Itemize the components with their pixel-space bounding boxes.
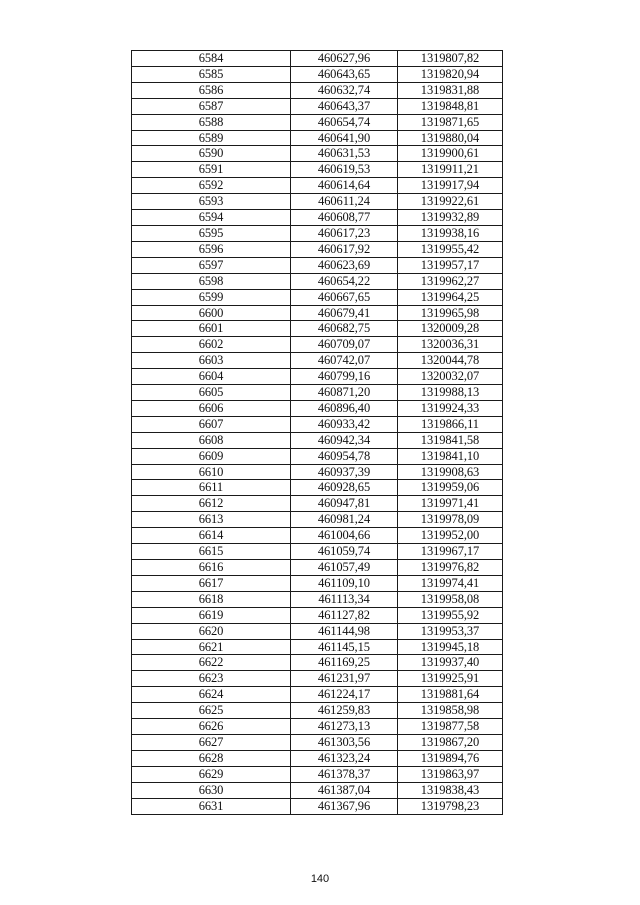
y-coordinate-cell: 1319798,23 <box>398 798 503 814</box>
point-number-cell: 6600 <box>132 305 291 321</box>
point-number-cell: 6604 <box>132 369 291 385</box>
point-number-cell: 6626 <box>132 719 291 735</box>
point-number-cell: 6609 <box>132 448 291 464</box>
x-coordinate-cell: 460617,23 <box>291 225 398 241</box>
y-coordinate-cell: 1319841,58 <box>398 432 503 448</box>
point-number-cell: 6599 <box>132 289 291 305</box>
y-coordinate-cell: 1319880,04 <box>398 130 503 146</box>
point-number-cell: 6612 <box>132 496 291 512</box>
y-coordinate-cell: 1319978,09 <box>398 512 503 528</box>
point-number-cell: 6623 <box>132 671 291 687</box>
table-row <box>132 432 503 448</box>
table-row <box>132 369 503 385</box>
point-number-cell: 6601 <box>132 321 291 337</box>
point-number-cell: 6590 <box>132 146 291 162</box>
y-coordinate-cell: 1319922,61 <box>398 194 503 210</box>
point-number-cell: 6607 <box>132 416 291 432</box>
x-coordinate-cell: 461169,25 <box>291 655 398 671</box>
y-coordinate-cell: 1319938,16 <box>398 225 503 241</box>
y-coordinate-cell: 1319958,08 <box>398 591 503 607</box>
x-coordinate-cell: 461231,97 <box>291 671 398 687</box>
coordinates-table-body <box>132 51 503 815</box>
table-row <box>132 798 503 814</box>
table-row <box>132 178 503 194</box>
point-number-cell: 6602 <box>132 337 291 353</box>
point-number-cell: 6624 <box>132 687 291 703</box>
y-coordinate-cell: 1319866,11 <box>398 416 503 432</box>
y-coordinate-cell: 1320044,78 <box>398 353 503 369</box>
point-number-cell: 6595 <box>132 225 291 241</box>
point-number-cell: 6608 <box>132 432 291 448</box>
y-coordinate-cell: 1319807,82 <box>398 51 503 67</box>
y-coordinate-cell: 1319858,98 <box>398 703 503 719</box>
x-coordinate-cell: 460928,65 <box>291 480 398 496</box>
y-coordinate-cell: 1319881,64 <box>398 687 503 703</box>
table-row <box>132 273 503 289</box>
point-number-cell: 6605 <box>132 385 291 401</box>
x-coordinate-cell: 460981,24 <box>291 512 398 528</box>
x-coordinate-cell: 460641,90 <box>291 130 398 146</box>
y-coordinate-cell: 1319965,98 <box>398 305 503 321</box>
y-coordinate-cell: 1319831,88 <box>398 82 503 98</box>
table-row <box>132 66 503 82</box>
y-coordinate-cell: 1320036,31 <box>398 337 503 353</box>
y-coordinate-cell: 1319871,65 <box>398 114 503 130</box>
y-coordinate-cell: 1319988,13 <box>398 385 503 401</box>
x-coordinate-cell: 461323,24 <box>291 750 398 766</box>
table-row <box>132 719 503 735</box>
table-row <box>132 162 503 178</box>
x-coordinate-cell: 460709,07 <box>291 337 398 353</box>
point-number-cell: 6615 <box>132 544 291 560</box>
x-coordinate-cell: 460623,69 <box>291 257 398 273</box>
y-coordinate-cell: 1319971,41 <box>398 496 503 512</box>
x-coordinate-cell: 460614,64 <box>291 178 398 194</box>
point-number-cell: 6606 <box>132 400 291 416</box>
table-row <box>132 671 503 687</box>
x-coordinate-cell: 461387,04 <box>291 782 398 798</box>
point-number-cell: 6625 <box>132 703 291 719</box>
point-number-cell: 6616 <box>132 560 291 576</box>
x-coordinate-cell: 460619,53 <box>291 162 398 178</box>
x-coordinate-cell: 460933,42 <box>291 416 398 432</box>
y-coordinate-cell: 1319863,97 <box>398 766 503 782</box>
point-number-cell: 6614 <box>132 528 291 544</box>
y-coordinate-cell: 1319838,43 <box>398 782 503 798</box>
table-row <box>132 623 503 639</box>
table-row <box>132 130 503 146</box>
x-coordinate-cell: 461273,13 <box>291 719 398 735</box>
point-number-cell: 6628 <box>132 750 291 766</box>
x-coordinate-cell: 461109,10 <box>291 575 398 591</box>
y-coordinate-cell: 1319841,10 <box>398 448 503 464</box>
point-number-cell: 6611 <box>132 480 291 496</box>
point-number-cell: 6622 <box>132 655 291 671</box>
y-coordinate-cell: 1319848,81 <box>398 98 503 114</box>
x-coordinate-cell: 460608,77 <box>291 210 398 226</box>
table-row <box>132 464 503 480</box>
x-coordinate-cell: 460632,74 <box>291 82 398 98</box>
table-row <box>132 687 503 703</box>
table-row <box>132 560 503 576</box>
y-coordinate-cell: 1319908,63 <box>398 464 503 480</box>
table-row <box>132 766 503 782</box>
point-number-cell: 6613 <box>132 512 291 528</box>
table-row <box>132 98 503 114</box>
table-row <box>132 544 503 560</box>
table-row <box>132 305 503 321</box>
point-number-cell: 6591 <box>132 162 291 178</box>
point-number-cell: 6617 <box>132 575 291 591</box>
point-number-cell: 6621 <box>132 639 291 655</box>
point-number-cell: 6627 <box>132 734 291 750</box>
y-coordinate-cell: 1319932,89 <box>398 210 503 226</box>
point-number-cell: 6597 <box>132 257 291 273</box>
x-coordinate-cell: 460631,53 <box>291 146 398 162</box>
x-coordinate-cell: 460742,07 <box>291 353 398 369</box>
table-row <box>132 82 503 98</box>
table-row <box>132 416 503 432</box>
x-coordinate-cell: 460643,65 <box>291 66 398 82</box>
table-row <box>132 734 503 750</box>
y-coordinate-cell: 1320009,28 <box>398 321 503 337</box>
table-row <box>132 655 503 671</box>
x-coordinate-cell: 461127,82 <box>291 607 398 623</box>
x-coordinate-cell: 460643,37 <box>291 98 398 114</box>
x-coordinate-cell: 460654,22 <box>291 273 398 289</box>
x-coordinate-cell: 461144,98 <box>291 623 398 639</box>
y-coordinate-cell: 1319955,42 <box>398 241 503 257</box>
table-row <box>132 607 503 623</box>
point-number-cell: 6584 <box>132 51 291 67</box>
point-number-cell: 6593 <box>132 194 291 210</box>
point-number-cell: 6618 <box>132 591 291 607</box>
point-number-cell: 6587 <box>132 98 291 114</box>
y-coordinate-cell: 1320032,07 <box>398 369 503 385</box>
point-number-cell: 6619 <box>132 607 291 623</box>
point-number-cell: 6631 <box>132 798 291 814</box>
page-number: 140 <box>310 873 330 885</box>
x-coordinate-cell: 460667,65 <box>291 289 398 305</box>
y-coordinate-cell: 1319952,00 <box>398 528 503 544</box>
y-coordinate-cell: 1319917,94 <box>398 178 503 194</box>
point-number-cell: 6610 <box>132 464 291 480</box>
y-coordinate-cell: 1319953,37 <box>398 623 503 639</box>
y-coordinate-cell: 1319877,58 <box>398 719 503 735</box>
x-coordinate-cell: 461057,49 <box>291 560 398 576</box>
y-coordinate-cell: 1319867,20 <box>398 734 503 750</box>
table-row <box>132 703 503 719</box>
table-row <box>132 448 503 464</box>
table-row <box>132 225 503 241</box>
y-coordinate-cell: 1319894,76 <box>398 750 503 766</box>
x-coordinate-cell: 460654,74 <box>291 114 398 130</box>
point-number-cell: 6588 <box>132 114 291 130</box>
x-coordinate-cell: 460947,81 <box>291 496 398 512</box>
x-coordinate-cell: 461224,17 <box>291 687 398 703</box>
point-number-cell: 6585 <box>132 66 291 82</box>
y-coordinate-cell: 1319974,41 <box>398 575 503 591</box>
y-coordinate-cell: 1319924,33 <box>398 400 503 416</box>
table-row <box>132 114 503 130</box>
table-row <box>132 400 503 416</box>
y-coordinate-cell: 1319900,61 <box>398 146 503 162</box>
x-coordinate-cell: 460871,20 <box>291 385 398 401</box>
y-coordinate-cell: 1319962,27 <box>398 273 503 289</box>
x-coordinate-cell: 460942,34 <box>291 432 398 448</box>
y-coordinate-cell: 1319925,91 <box>398 671 503 687</box>
table-row <box>132 289 503 305</box>
x-coordinate-cell: 461113,34 <box>291 591 398 607</box>
point-number-cell: 6594 <box>132 210 291 226</box>
x-coordinate-cell: 461004,66 <box>291 528 398 544</box>
table-row <box>132 639 503 655</box>
table-row <box>132 591 503 607</box>
x-coordinate-cell: 460627,96 <box>291 51 398 67</box>
table-row <box>132 194 503 210</box>
table-row <box>132 51 503 67</box>
point-number-cell: 6630 <box>132 782 291 798</box>
x-coordinate-cell: 461145,15 <box>291 639 398 655</box>
y-coordinate-cell: 1319964,25 <box>398 289 503 305</box>
point-number-cell: 6589 <box>132 130 291 146</box>
table-row <box>132 575 503 591</box>
table-row <box>132 528 503 544</box>
y-coordinate-cell: 1319959,06 <box>398 480 503 496</box>
table-row <box>132 750 503 766</box>
x-coordinate-cell: 460679,41 <box>291 305 398 321</box>
x-coordinate-cell: 461367,96 <box>291 798 398 814</box>
table-row <box>132 385 503 401</box>
x-coordinate-cell: 460937,39 <box>291 464 398 480</box>
point-number-cell: 6603 <box>132 353 291 369</box>
x-coordinate-cell: 461259,83 <box>291 703 398 719</box>
point-number-cell: 6592 <box>132 178 291 194</box>
table-row <box>132 782 503 798</box>
x-coordinate-cell: 460682,75 <box>291 321 398 337</box>
table-row <box>132 496 503 512</box>
y-coordinate-cell: 1319911,21 <box>398 162 503 178</box>
table-row <box>132 241 503 257</box>
table-row <box>132 512 503 528</box>
table-row <box>132 321 503 337</box>
y-coordinate-cell: 1319820,94 <box>398 66 503 82</box>
point-number-cell: 6620 <box>132 623 291 639</box>
y-coordinate-cell: 1319955,92 <box>398 607 503 623</box>
point-number-cell: 6596 <box>132 241 291 257</box>
coordinates-table <box>131 50 503 815</box>
table-row <box>132 353 503 369</box>
x-coordinate-cell: 460954,78 <box>291 448 398 464</box>
table-row <box>132 210 503 226</box>
y-coordinate-cell: 1319957,17 <box>398 257 503 273</box>
y-coordinate-cell: 1319967,17 <box>398 544 503 560</box>
x-coordinate-cell: 460611,24 <box>291 194 398 210</box>
x-coordinate-cell: 461303,56 <box>291 734 398 750</box>
point-number-cell: 6629 <box>132 766 291 782</box>
y-coordinate-cell: 1319976,82 <box>398 560 503 576</box>
x-coordinate-cell: 460896,40 <box>291 400 398 416</box>
x-coordinate-cell: 461378,37 <box>291 766 398 782</box>
y-coordinate-cell: 1319945,18 <box>398 639 503 655</box>
table-row <box>132 257 503 273</box>
x-coordinate-cell: 461059,74 <box>291 544 398 560</box>
y-coordinate-cell: 1319937,40 <box>398 655 503 671</box>
table-row <box>132 480 503 496</box>
point-number-cell: 6598 <box>132 273 291 289</box>
x-coordinate-cell: 460617,92 <box>291 241 398 257</box>
table-row <box>132 146 503 162</box>
x-coordinate-cell: 460799,16 <box>291 369 398 385</box>
point-number-cell: 6586 <box>132 82 291 98</box>
table-row <box>132 337 503 353</box>
